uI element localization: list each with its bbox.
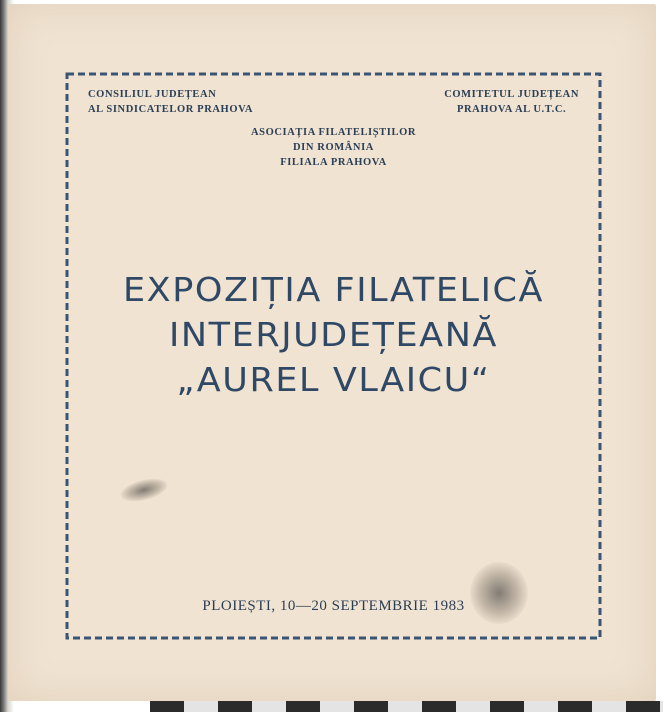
title-line-3: „AUREL VLAICU“: [176, 360, 491, 399]
title-line-1: EXPOZIȚIA FILATELICĂ: [122, 270, 545, 309]
dashed-frame: [64, 71, 603, 641]
scale-ruler: [150, 701, 663, 712]
org-right-line-2: PRAHOVA AL U.T.C.: [456, 104, 567, 115]
org-right-block: [444, 87, 579, 117]
org-center-line-3: FILIALA PRAHOVA: [280, 157, 387, 168]
org-center-line-2: DIN ROMÂNIA: [293, 142, 374, 153]
org-center-line-1: ASOCIAȚIA FILATELIȘTILOR: [250, 127, 417, 138]
org-left-line-2: AL SINDICATELOR PRAHOVA: [88, 104, 254, 115]
org-left-block: [88, 87, 253, 117]
place-and-date: PLOIEȘTI, 10—20 SEPTEMBRIE 1983: [202, 598, 465, 614]
org-left-line-1: CONSILIUL JUDEȚEAN: [88, 89, 217, 100]
exhibition-title: [48, 267, 619, 402]
org-right-line-1: COMITETUL JUDEȚEAN: [444, 89, 579, 100]
title-line-2: INTERJUDEȚEANĂ: [169, 315, 498, 354]
org-center-block: [64, 125, 603, 170]
